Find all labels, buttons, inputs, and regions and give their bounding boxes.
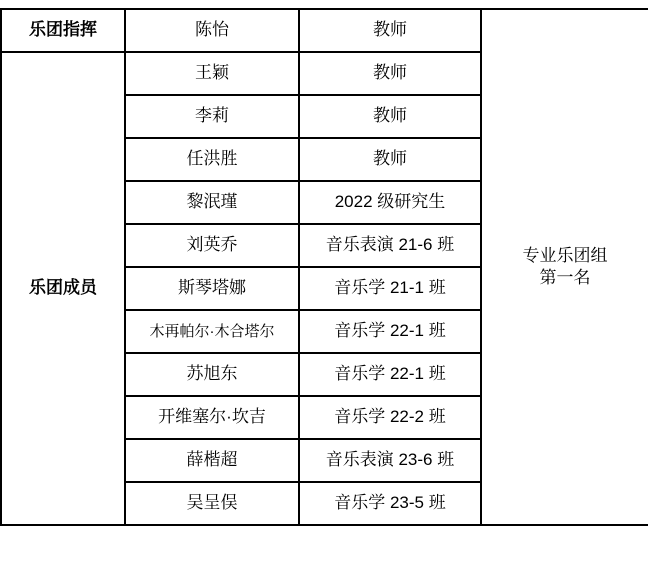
affiliation-cell: 音乐表演 23-6 班: [299, 439, 481, 482]
name-cell: 木再帕尔·木合塔尔: [125, 310, 299, 353]
name-cell: 斯琴塔娜: [125, 267, 299, 310]
affiliation-cell: 音乐学 22-2 班: [299, 396, 481, 439]
affiliation-cell: 音乐学 22-1 班: [299, 353, 481, 396]
name-cell: 刘英乔: [125, 224, 299, 267]
table-row: [1, 9, 648, 52]
name-cell: 李莉: [125, 95, 299, 138]
affiliation-cell: 教师: [299, 95, 481, 138]
name-cell: 陈怡: [125, 9, 299, 52]
role-cell-members: 乐团成员: [1, 52, 125, 525]
name-cell: 黎泯瑾: [125, 181, 299, 224]
roster-table: [0, 8, 648, 526]
affiliation-cell: 音乐学 22-1 班: [299, 310, 481, 353]
name-cell: 吴呈俣: [125, 482, 299, 525]
document-page: [0, 8, 648, 561]
name-cell: 薛楷超: [125, 439, 299, 482]
name-cell: 苏旭东: [125, 353, 299, 396]
award-line-1: 专业乐团组: [522, 245, 608, 265]
name-cell: 王颖: [125, 52, 299, 95]
role-cell-conductor: 乐团指挥: [1, 9, 125, 52]
roster-table-body: [1, 9, 648, 525]
name-cell: 任洪胜: [125, 138, 299, 181]
affiliation-cell: 音乐学 23-5 班: [299, 482, 481, 525]
award-line-2: 第一名: [539, 268, 591, 287]
name-cell: 开维塞尔·坎吉: [125, 396, 299, 439]
affiliation-cell: 教师: [299, 9, 481, 52]
affiliation-cell: 音乐表演 21-6 班: [299, 224, 481, 267]
affiliation-cell: 教师: [299, 138, 481, 181]
affiliation-cell: 2022 级研究生: [299, 181, 481, 224]
award-cell: [481, 9, 648, 525]
affiliation-cell: 教师: [299, 52, 481, 95]
affiliation-cell: 音乐学 21-1 班: [299, 267, 481, 310]
